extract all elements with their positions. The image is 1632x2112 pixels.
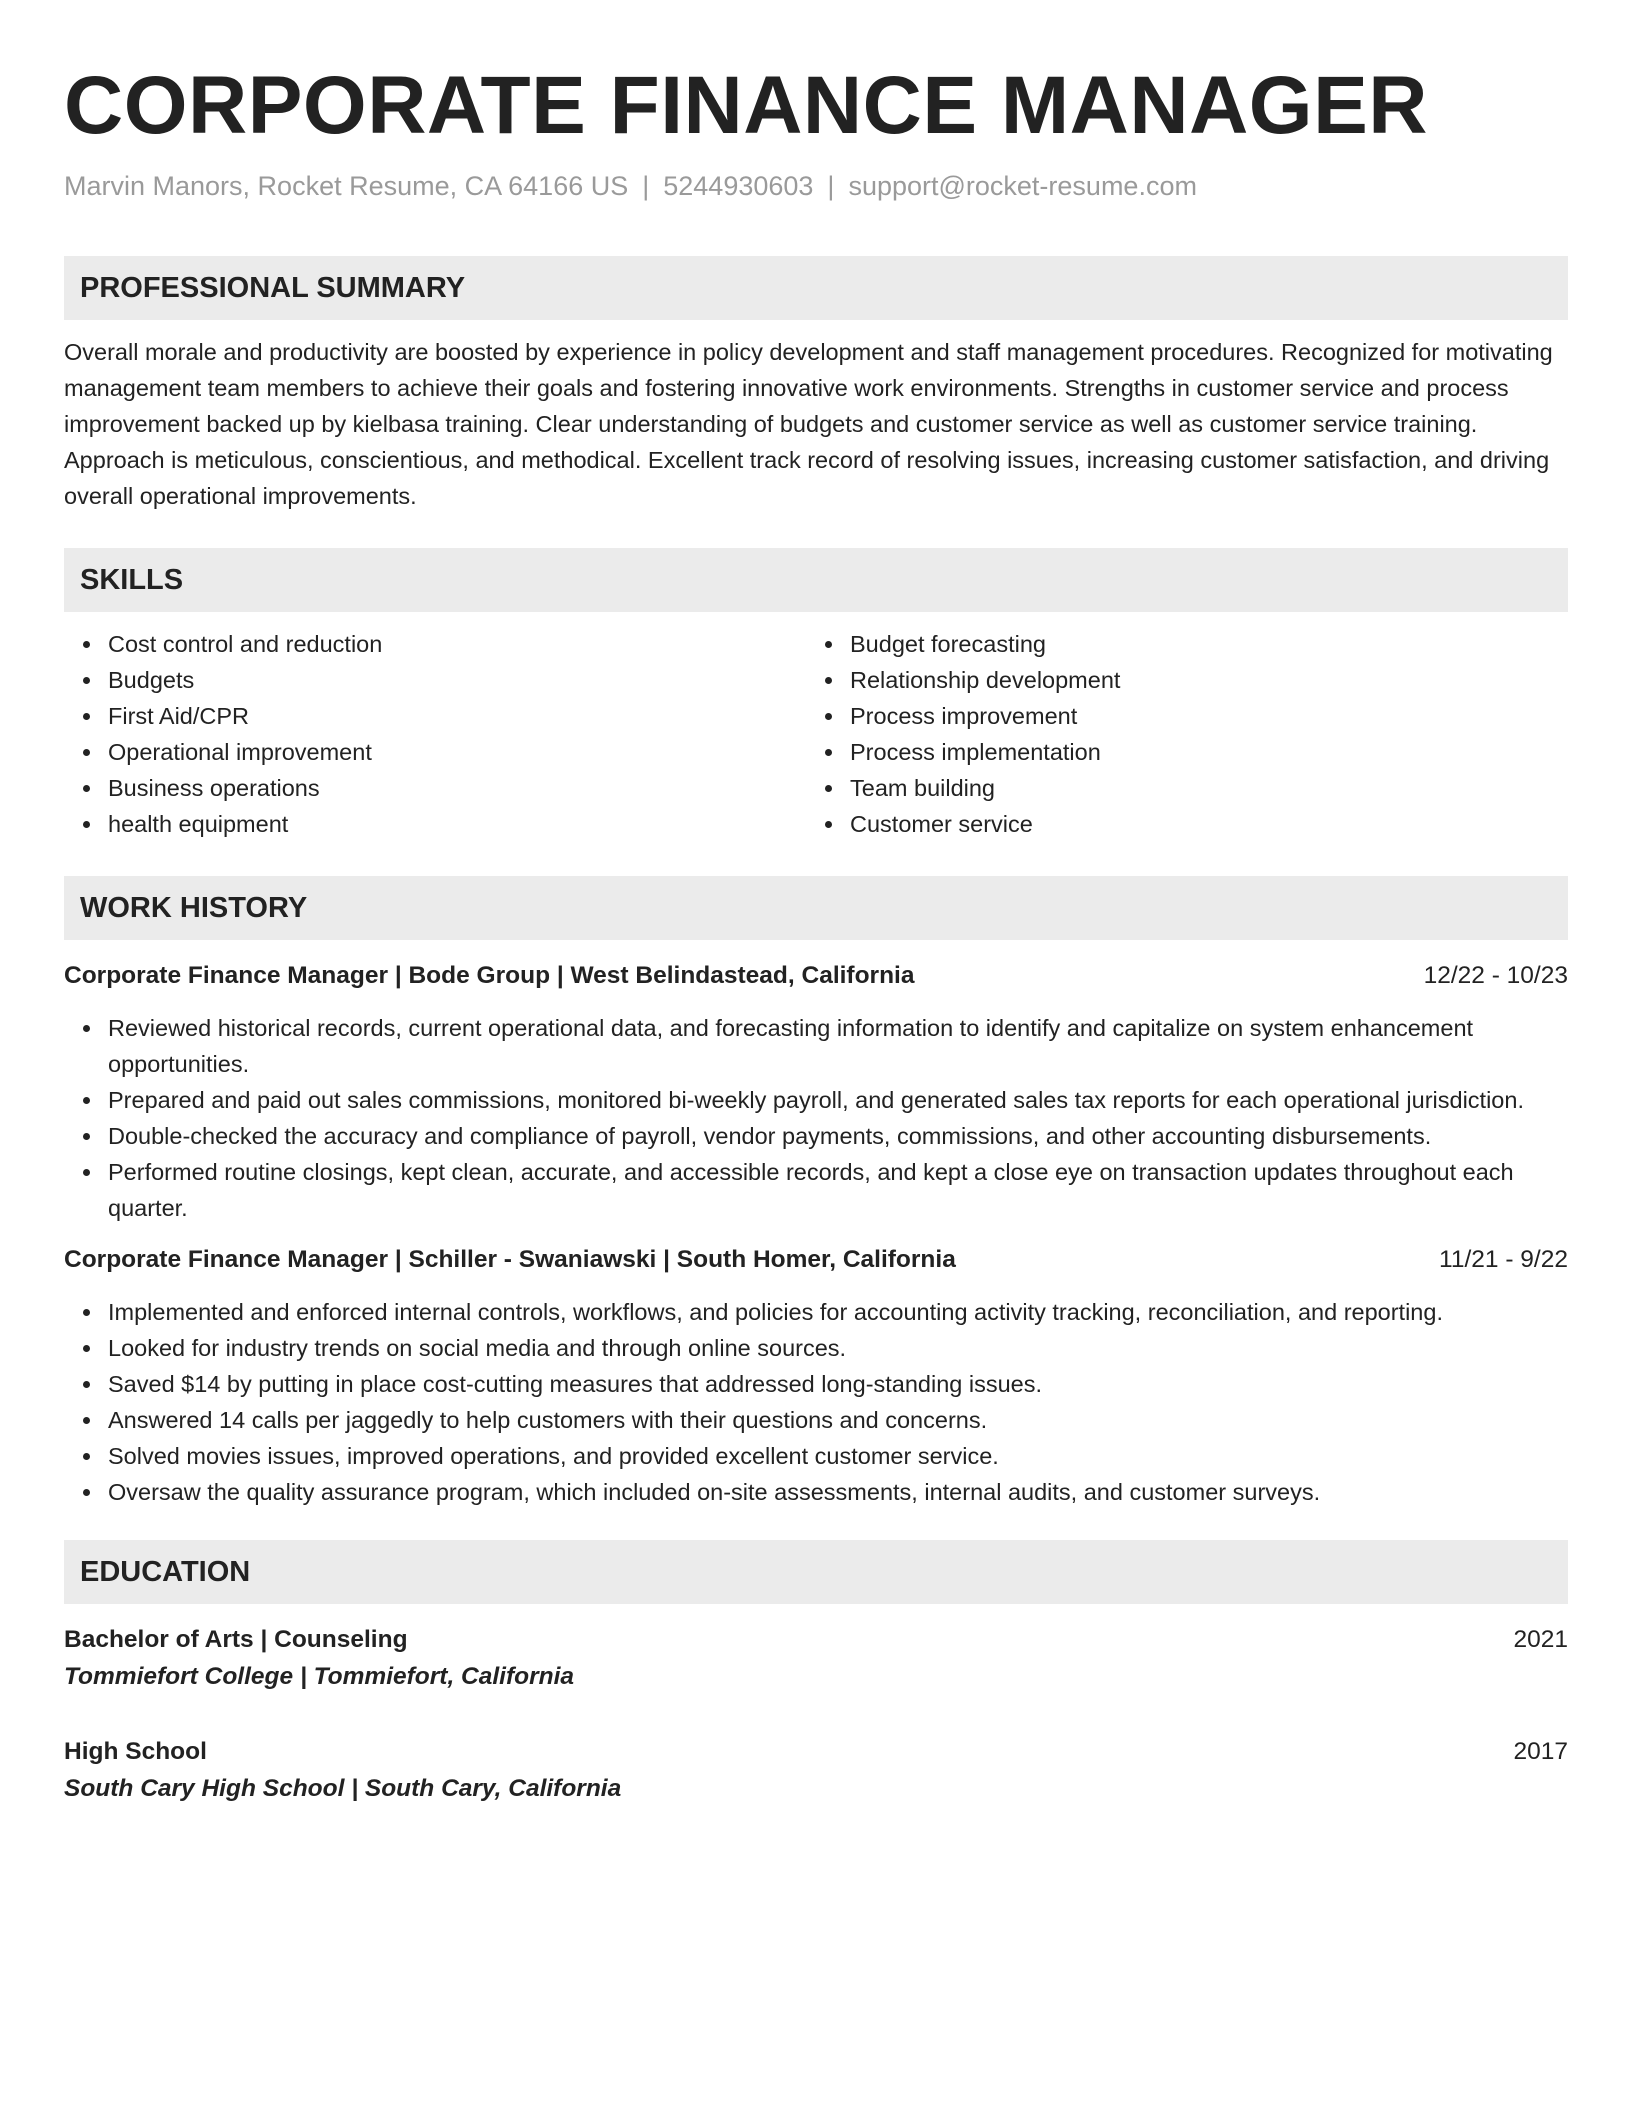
- skill-item: First Aid/CPR: [108, 698, 806, 734]
- contact-line: [64, 168, 1568, 204]
- job-title: Corporate Finance Manager | Bode Group | West Belindastead, California: [64, 962, 915, 989]
- job-bullet: Implemented and enforced internal controls, workflows, and policies for accounting activity tracking, reconciliation, and reporting.: [108, 1294, 1568, 1330]
- skills-list: [64, 626, 1568, 842]
- job-bullets: [64, 1010, 1568, 1226]
- job-bullet: Prepared and paid out sales commissions, monitored bi-weekly payroll, and generated sales tax reports for each operational jurisdiction.: [108, 1082, 1568, 1118]
- education-entry: [64, 1622, 1568, 1696]
- skill-item: health equipment: [108, 806, 806, 842]
- skill-item: Budget forecasting: [850, 626, 1548, 662]
- job-bullet: Looked for industry trends on social media and through online sources.: [108, 1330, 1568, 1366]
- skill-item: Team building: [850, 770, 1548, 806]
- education-entry: [64, 1734, 1568, 1808]
- job-bullet: Reviewed historical records, current operational data, and forecasting information to identify and capitalize on system enhancement opportunities.: [108, 1010, 1568, 1082]
- contact-separator: |: [827, 171, 835, 201]
- job-entry: [64, 958, 1568, 1226]
- job-dates: 12/22 - 10/23: [1423, 962, 1568, 989]
- education-year: 2017: [1513, 1738, 1568, 1765]
- job-bullet: Answered 14 calls per jaggedly to help customers with their questions and concerns.: [108, 1402, 1568, 1438]
- resume-title: CORPORATE FINANCE MANAGER: [64, 60, 1428, 151]
- skill-item: Cost control and reduction: [108, 626, 806, 662]
- job-bullet: Performed routine closings, kept clean, accurate, and accessible records, and kept a close eye on transaction updates throughout each quarter.: [108, 1154, 1568, 1226]
- job-bullet: Saved $14 by putting in place cost-cutting measures that addressed long-standing issues.: [108, 1366, 1568, 1402]
- contact-email: support@rocket-resume.com: [848, 171, 1197, 201]
- section-heading-skills: SKILLS: [64, 548, 1568, 612]
- job-header: [64, 958, 1568, 994]
- job-header: [64, 1242, 1568, 1278]
- section-heading-education: EDUCATION: [64, 1540, 1568, 1604]
- skill-item: Business operations: [108, 770, 806, 806]
- job-bullet: Solved movies issues, improved operations, and provided excellent customer service.: [108, 1438, 1568, 1474]
- education-degree: High School: [64, 1738, 207, 1765]
- education-degree: Bachelor of Arts | Counseling: [64, 1626, 408, 1653]
- job-bullet: Oversaw the quality assurance program, which included on-site assessments, internal audits, and customer surveys.: [108, 1474, 1568, 1510]
- job-dates: 11/21 - 9/22: [1439, 1246, 1568, 1273]
- summary-text: Overall morale and productivity are boosted by experience in policy development and staff management procedures. Recognized for motivating management team members to achieve their goals and fostering innovative work environments. Strengths in customer service and process improvement backed up by kielbasa training. Clear understanding of budgets and customer service as well as customer service training. Approach is meticulous, conscientious, and methodical. Excellent track record of resolving issues, increasing customer satisfaction, and driving overall operational improvements.: [64, 339, 1553, 509]
- skill-item: Relationship development: [850, 662, 1548, 698]
- contact-address: Marvin Manors, Rocket Resume, CA 64166 US: [64, 171, 629, 201]
- job-bullets: [64, 1294, 1568, 1510]
- skill-item: Process implementation: [850, 734, 1548, 770]
- section-heading-summary: PROFESSIONAL SUMMARY: [64, 256, 1568, 320]
- education-header: [64, 1734, 1568, 1770]
- resume-page: [64, 56, 1568, 1808]
- skill-item: Operational improvement: [108, 734, 806, 770]
- contact-separator: |: [642, 171, 650, 201]
- skill-item: Budgets: [108, 662, 806, 698]
- skills-column-left: [64, 626, 806, 842]
- education-school: Tommiefort College | Tommiefort, California: [64, 1663, 575, 1690]
- job-bullet: Double-checked the accuracy and compliance of payroll, vendor payments, commissions, and other accounting disbursements.: [108, 1118, 1568, 1154]
- job-entry: [64, 1242, 1568, 1510]
- contact-phone: 5244930603: [663, 171, 814, 201]
- education-header: [64, 1622, 1568, 1658]
- education-year: 2021: [1513, 1626, 1568, 1653]
- job-title: Corporate Finance Manager | Schiller - Swaniawski | South Homer, California: [64, 1246, 956, 1273]
- skill-item: Process improvement: [850, 698, 1548, 734]
- section-heading-work-history: WORK HISTORY: [64, 876, 1568, 940]
- skills-column-right: [806, 626, 1548, 842]
- education-school: South Cary High School | South Cary, California: [64, 1775, 622, 1802]
- skill-item: Customer service: [850, 806, 1548, 842]
